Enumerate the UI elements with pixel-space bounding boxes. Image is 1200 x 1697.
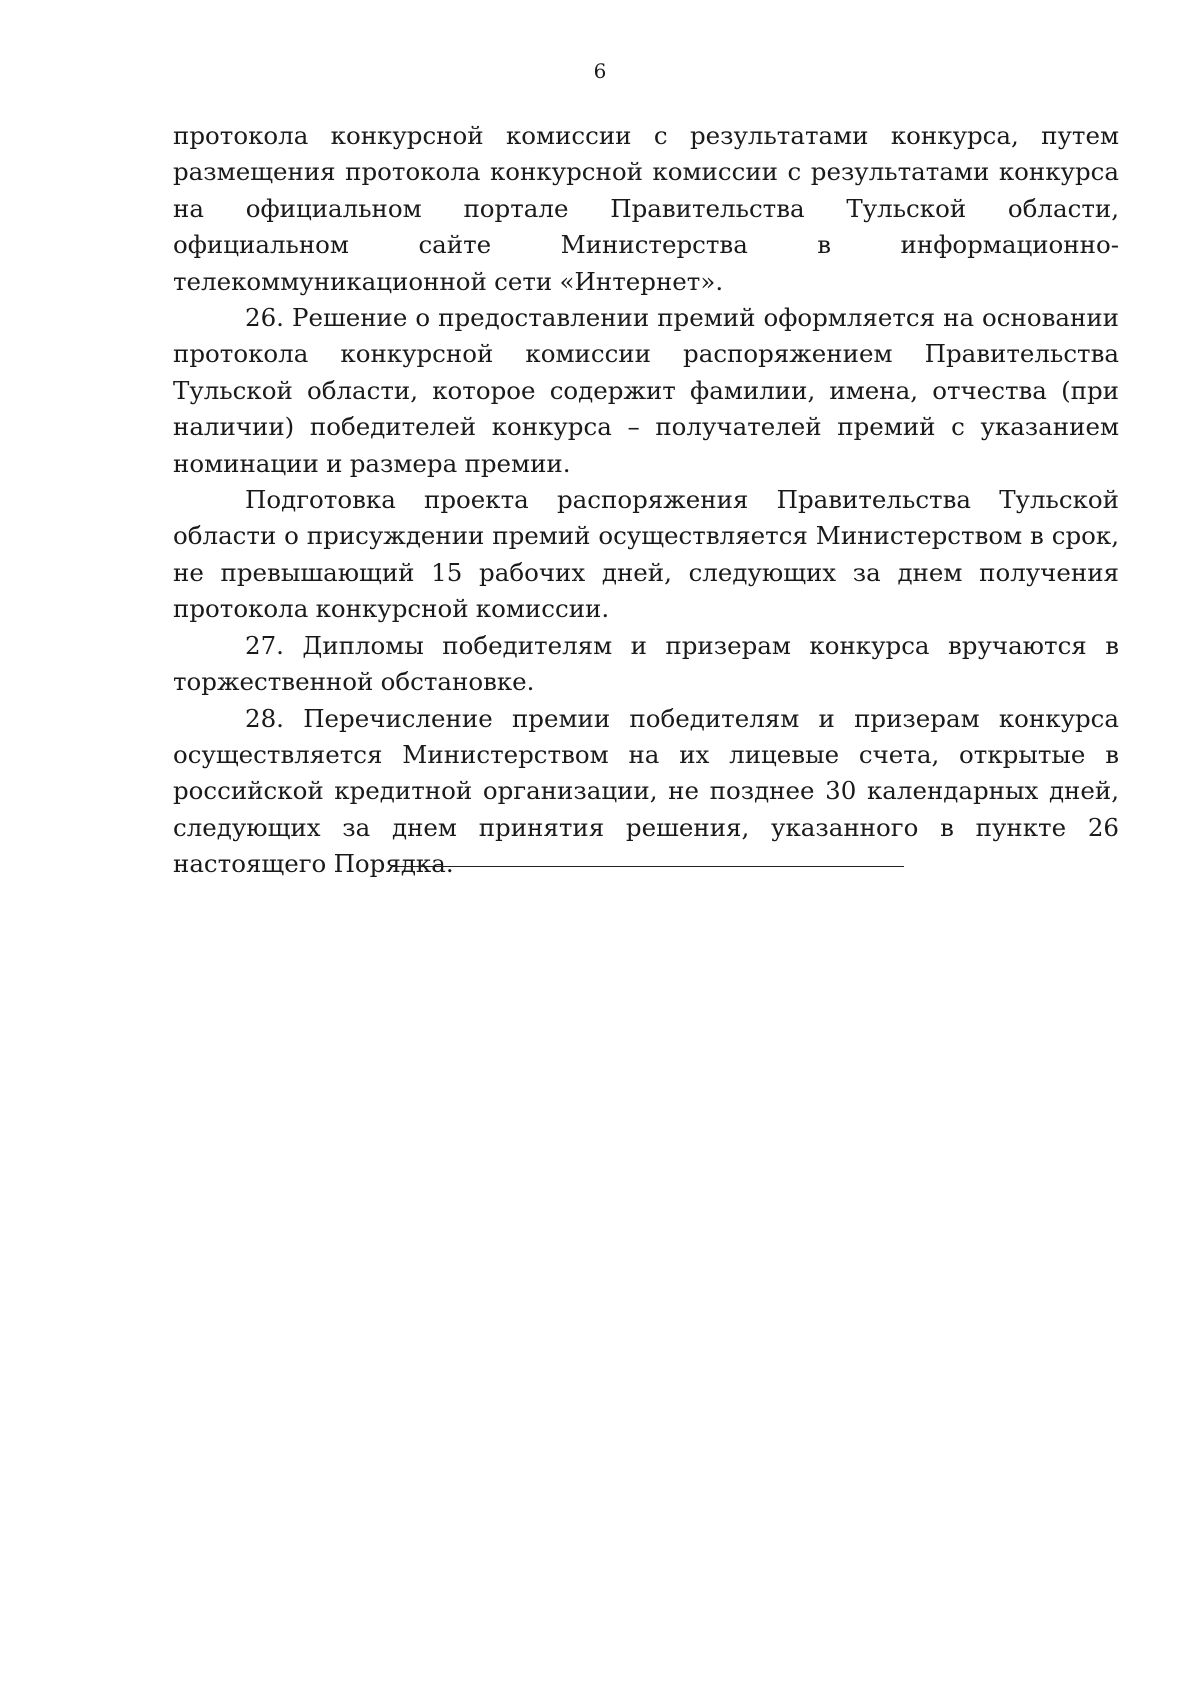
paragraph-continuation: протокола конкурсной комиссии с результатами конкурса, путем размещения протокола конкурсной комиссии с результатами конкурса на официальном портале Правительства Тульской области, официальном сайте Министерства в информационно-телекоммуникационной сети «Интернет».	[173, 121, 1119, 296]
paragraph-item-26: 26. Решение о предоставлении премий оформляется на основании протокола конкурсной комиссии распоряжением Правительства Тульской области, которое содержит фамилии, имена, отчества (при наличии) победителей конкурса – получателей премий с указанием номинации и размера премии.	[173, 303, 1119, 478]
page-number: 6	[593, 59, 607, 83]
document-body	[173, 118, 1119, 883]
end-of-document-rule	[391, 866, 904, 867]
paragraph-item-28: 28. Перечисление премии победителям и призерам конкурса осуществляется Министерством на их лицевые счета, открытые в российской кредитной организации, не позднее 30 календарных дней, следующих за днем принятия решения, указанного в пункте 26 настоящего Порядка.	[173, 703, 1119, 879]
paragraph-item-26-preparation: Подготовка проекта распоряжения Правительства Тульской области о присуждении премий осуществляется Министерством в срок, не превышающий 15 рабочих дней, следующих за днем получения протокола конкурсной комиссии.	[173, 485, 1119, 624]
paragraph-item-27: 27. Дипломы победителям и призерам конкурса вручаются в торжественной обстановке.	[173, 630, 1119, 697]
